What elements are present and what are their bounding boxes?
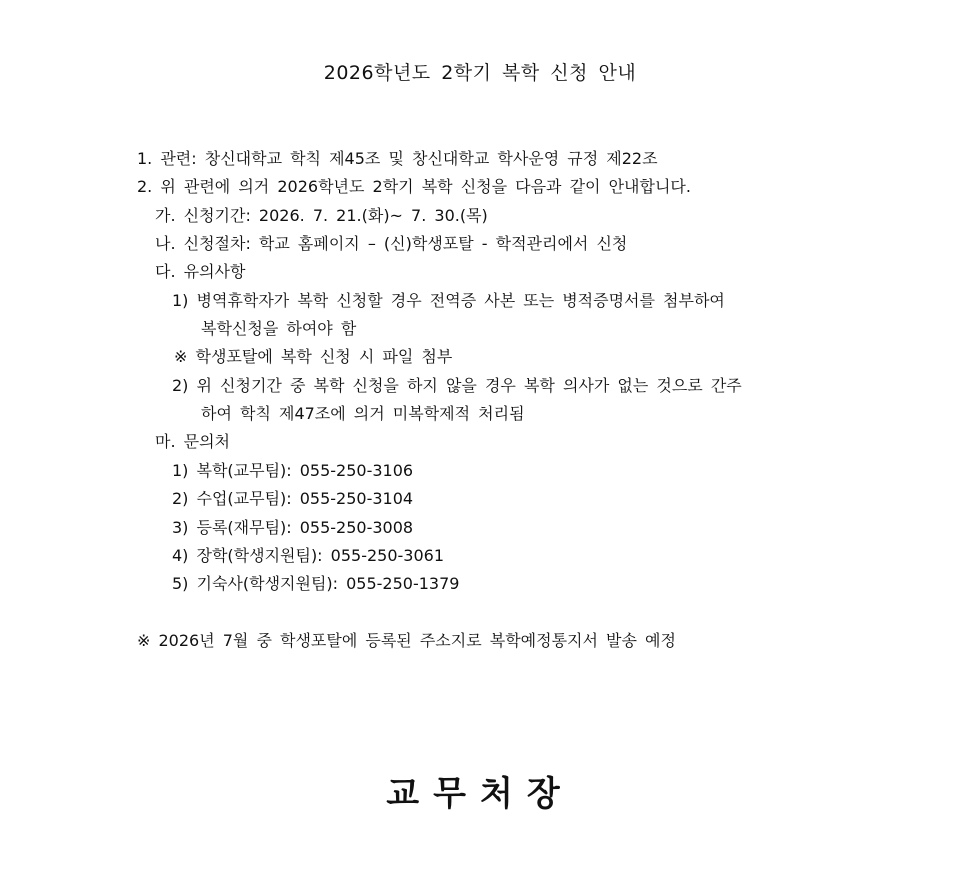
item-da-notes-heading: 다. 유의사항 [155,262,246,281]
item-2-announcement: 2. 위 관련에 의거 2026학년도 2학기 복학 신청을 다음과 같이 안내합니다. [137,177,691,196]
contact-dormitory: 5) 기숙사(학생지원팀): 055-250-1379 [172,574,460,593]
note-2-continuation: 하여 학칙 제47조에 의거 미복학제적 처리됨 [201,404,525,423]
contact-classes: 2) 수업(교무팀): 055-250-3104 [172,489,414,508]
note-file-attachment: ※ 학생포탈에 복학 신청 시 파일 첨부 [174,347,453,366]
item-1-related-regulations: 1. 관련: 창신대학교 학칙 제45조 및 창신대학교 학사운영 규정 제22조 [137,149,658,168]
item-ma-contacts-heading: 마. 문의처 [155,432,230,451]
note-1-military-leave: 1) 병역휴학자가 복학 신청할 경우 전역증 사본 또는 병적증명서를 첨부하여 [172,291,725,310]
note-2-no-application: 2) 위 신청기간 중 복학 신청을 하지 않을 경우 복학 의사가 없는 것으로 간주 [172,376,742,395]
notice-mailing: ※ 2026년 7월 중 학생포탈에 등록된 주소지로 복학예정통지서 발송 예정 [137,631,676,650]
contact-readmission: 1) 복학(교무팀): 055-250-3106 [172,461,414,480]
item-ga-application-period: 가. 신청기간: 2026. 7. 21.(화)~ 7. 30.(목) [155,206,488,225]
note-1-continuation: 복학신청을 하여야 함 [201,319,357,338]
contact-scholarship: 4) 장학(학생지원팀): 055-250-3061 [172,546,445,565]
item-na-application-procedure: 나. 신청절차: 학교 홈페이지 – (신)학생포탈 - 학적관리에서 신청 [155,234,628,253]
signature: 교무처장 [386,774,574,814]
document-title: 2026학년도 2학기 복학 신청 안내 [323,62,637,84]
contact-registration: 3) 등록(재무팀): 055-250-3008 [172,518,414,537]
